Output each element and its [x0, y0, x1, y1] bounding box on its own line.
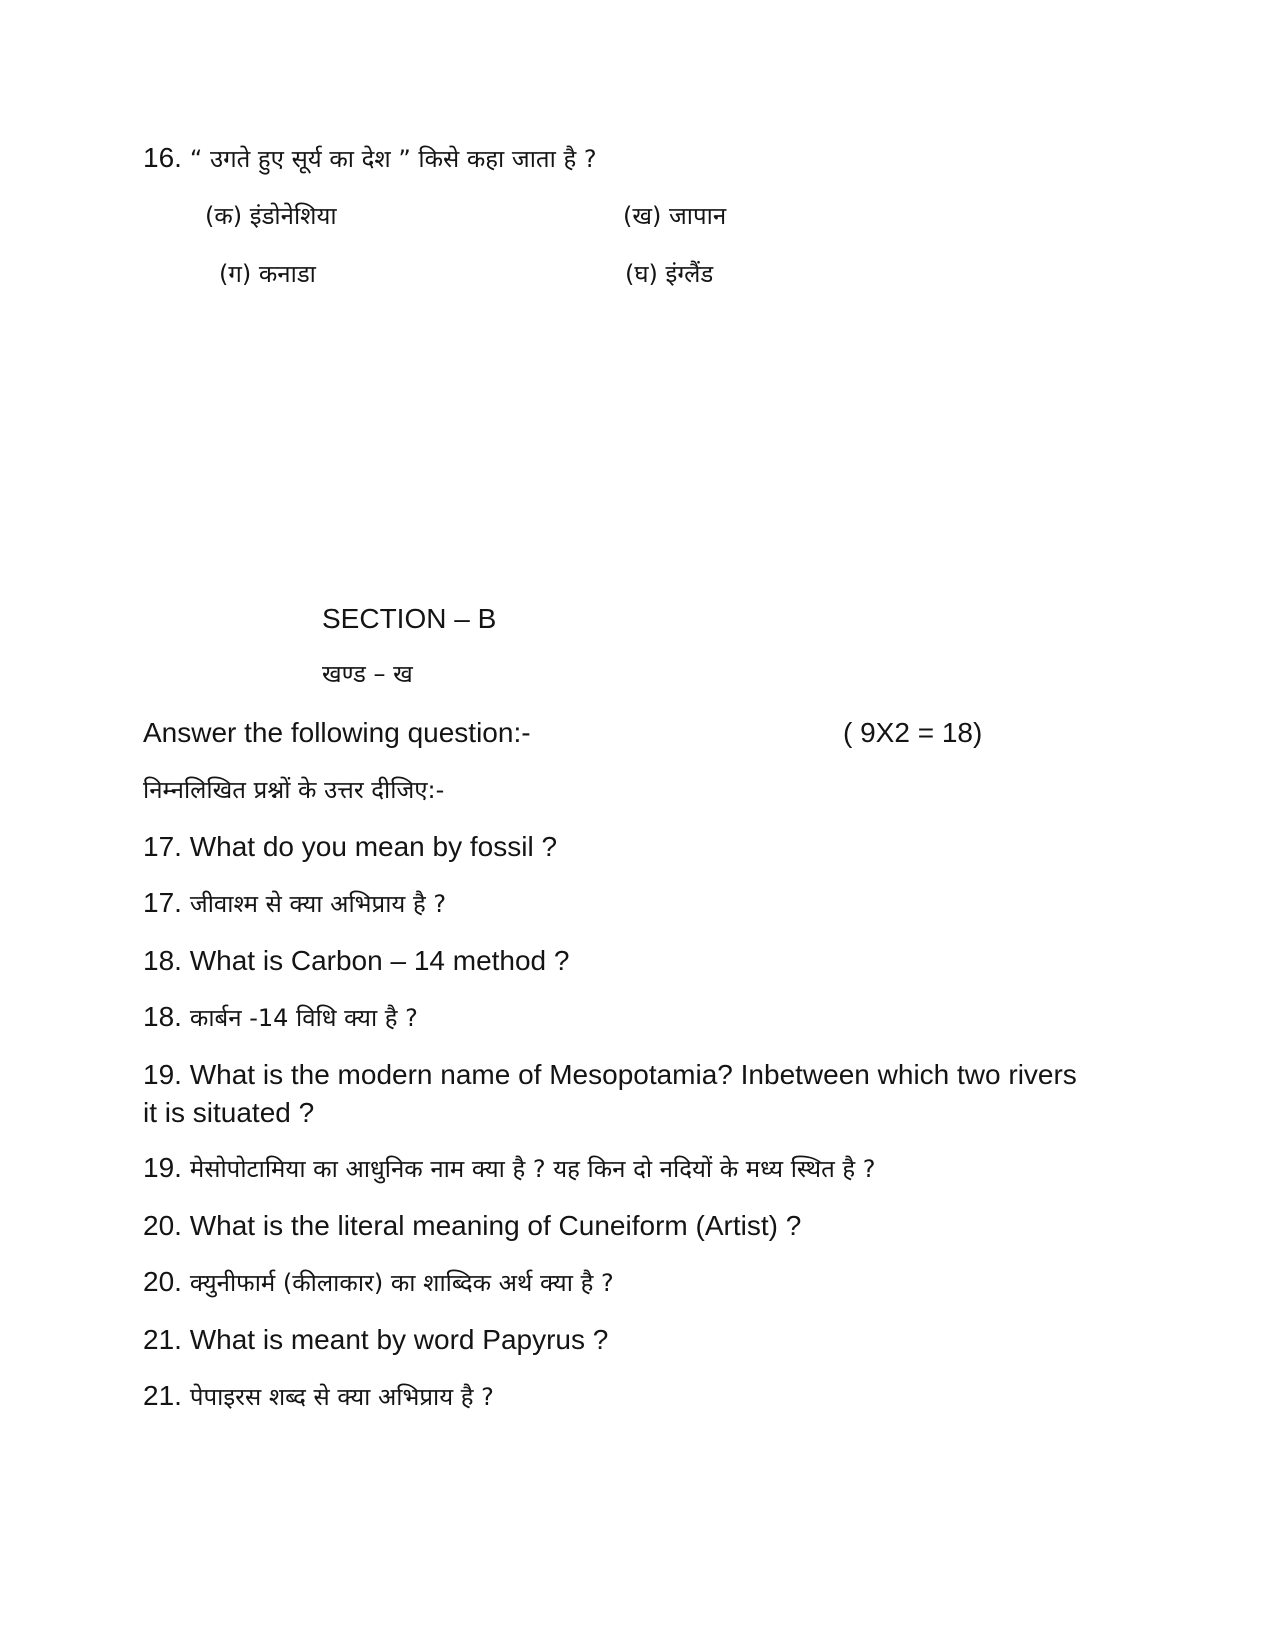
question-text: जीवाश्म से क्या अभिप्राय है ? [189, 890, 447, 918]
question-text: What is the literal meaning of Cuneiform (Artist) ? [189, 1210, 802, 1241]
option-d: (घ) इंग्लैंड [625, 260, 714, 288]
question-20-hindi [143, 1264, 614, 1301]
question-number: 16. [143, 142, 182, 173]
question-16 [143, 140, 597, 177]
option-c: (ग) कनाडा [219, 260, 316, 288]
question-number: 20. [143, 1266, 182, 1297]
section-title-english: SECTION – B [322, 603, 497, 634]
question-20-english [143, 1207, 801, 1245]
question-number: 19. [143, 1152, 182, 1183]
option-b: (ख) जापान [623, 202, 727, 230]
question-18-hindi [143, 999, 418, 1036]
question-17-hindi [143, 885, 446, 922]
question-19-english [143, 1056, 1083, 1132]
question-21-english [143, 1321, 608, 1359]
question-number: 17. [143, 831, 182, 862]
question-text: What is meant by word Papyrus ? [189, 1324, 609, 1355]
section-title-hindi: खण्ड – ख [322, 660, 413, 688]
option-a: (क) इंडोनेशिया [205, 202, 337, 230]
question-number: 20. [143, 1210, 182, 1241]
question-number: 21. [143, 1324, 182, 1355]
question-number: 18. [143, 945, 182, 976]
question-21-hindi [143, 1378, 494, 1415]
question-18-english [143, 942, 569, 980]
question-17-english [143, 828, 557, 866]
question-number: 21. [143, 1380, 182, 1411]
question-text: What is the modern name of Mesopotamia? Inbetween which two rivers it is situated ? [143, 1059, 1077, 1128]
question-number: 18. [143, 1001, 182, 1032]
marks-allocation: ( 9X2 = 18) [843, 717, 983, 748]
question-number: 17. [143, 887, 182, 918]
question-text: मेसोपोटामिया का आधुनिक नाम क्या है ? यह किन दो नदियों के मध्य स्थित है ? [189, 1155, 876, 1183]
question-text: What is Carbon – 14 method ? [189, 945, 570, 976]
question-19-hindi [143, 1150, 876, 1187]
question-text: What do you mean by fossil ? [189, 831, 558, 862]
instruction-english: Answer the following question:- [143, 717, 531, 748]
question-text: पेपाइरस शब्द से क्या अभिप्राय है ? [189, 1383, 494, 1411]
question-text-hindi: “ उगते हुए सूर्य का देश ” किसे कहा जाता है ? [189, 145, 597, 173]
question-text: क्युनीफार्म (कीलाकार) का शाब्दिक अर्थ क्या है ? [189, 1269, 614, 1297]
question-number: 19. [143, 1059, 182, 1090]
instruction-hindi: निम्नलिखित प्रश्नों के उत्तर दीजिए:- [143, 776, 445, 804]
question-text: कार्बन -14 विधि क्या है ? [189, 1004, 418, 1032]
